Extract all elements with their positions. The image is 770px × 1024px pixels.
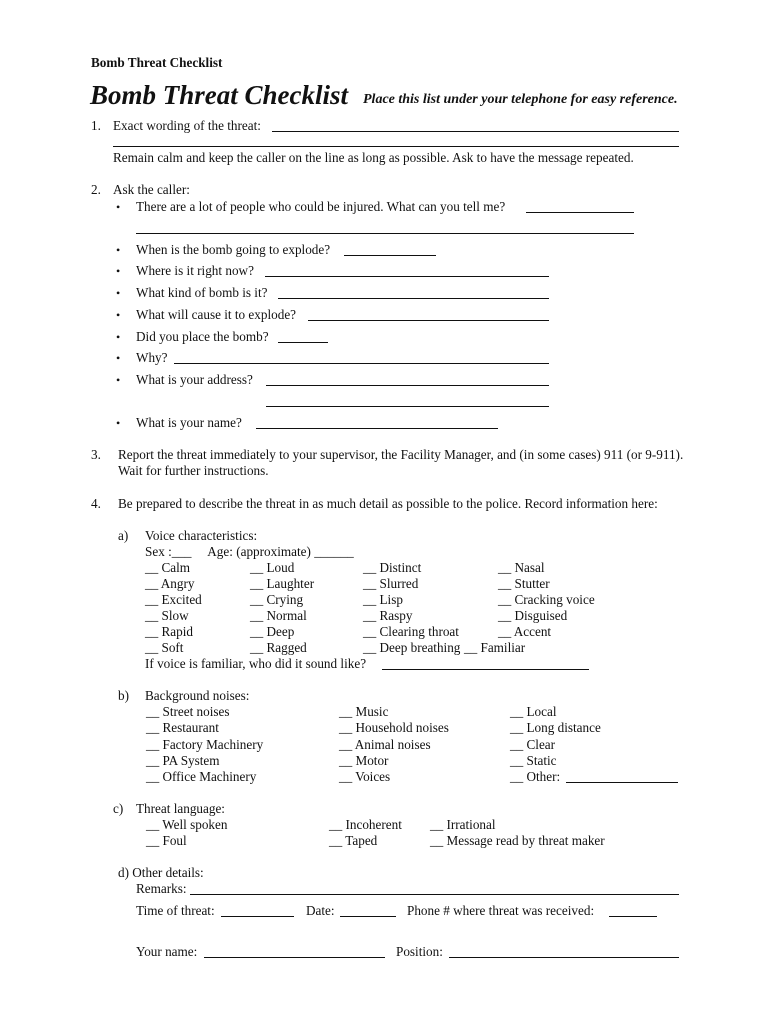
bullet: • (116, 286, 121, 300)
voice-soft-option[interactable]: __ Soft (145, 640, 184, 655)
threat-wording-field[interactable] (272, 131, 679, 132)
language-taped-option[interactable]: __ Taped (329, 833, 378, 848)
section-3-number: 3. (91, 447, 101, 462)
your-name-field[interactable] (204, 957, 385, 958)
date-field[interactable] (340, 916, 396, 917)
noise-voices-option[interactable]: __ Voices (339, 769, 391, 784)
report-threat-line2: Wait for further instructions. (118, 463, 269, 478)
bullet: • (116, 200, 121, 214)
voice-deep-breathing-option[interactable]: __ Deep breathing (363, 640, 461, 655)
voice-calm-option[interactable]: __ Calm (145, 560, 191, 575)
answer-injured-field[interactable] (526, 212, 634, 213)
noise-street-option[interactable]: __ Street noises (146, 704, 230, 719)
voice-rapid-option[interactable]: __ Rapid (145, 624, 193, 639)
answer-placed-field[interactable] (278, 342, 328, 343)
answer-where-field[interactable] (265, 276, 549, 277)
voice-slurred-option[interactable]: __ Slurred (363, 576, 419, 591)
question-where: Where is it right now? (136, 263, 254, 278)
noise-pa-system-option[interactable]: __ PA System (146, 753, 220, 768)
voice-laughter-option[interactable]: __ Laughter (250, 576, 315, 591)
question-name: What is your name? (136, 415, 242, 430)
voice-ragged-option[interactable]: __ Ragged (250, 640, 307, 655)
position-field[interactable] (449, 957, 679, 958)
other-details-label: d) Other details: (118, 865, 204, 880)
phone-field[interactable] (609, 916, 657, 917)
bullet: • (116, 264, 121, 278)
bullet: • (116, 243, 121, 257)
voice-excited-option[interactable]: __ Excited (145, 592, 202, 607)
language-irrational-option[interactable]: __ Irrational (430, 817, 496, 832)
voice-cracking-option[interactable]: __ Cracking voice (498, 592, 595, 607)
title-note: Place this list under your telephone for easy reference. (363, 92, 678, 107)
voice-label: Voice characteristics: (145, 528, 258, 543)
answer-address-field[interactable] (266, 385, 549, 386)
noise-factory-option[interactable]: __ Factory Machinery (146, 737, 264, 752)
answer-name-field[interactable] (256, 428, 498, 429)
question-address: What is your address? (136, 372, 253, 387)
sex-age-field[interactable]: Sex :___ Age: (approximate) ______ (145, 544, 354, 559)
threat-wording-label: Exact wording of the threat: (113, 118, 261, 133)
voice-lisp-option[interactable]: __ Lisp (363, 592, 403, 607)
question-kind: What kind of bomb is it? (136, 285, 268, 300)
noise-household-option[interactable]: __ Household noises (339, 720, 449, 735)
background-letter: b) (118, 688, 129, 703)
familiar-voice-question: If voice is familiar, who did it sound like? (145, 656, 367, 671)
bullet: • (116, 373, 121, 387)
voice-distinct-option[interactable]: __ Distinct (363, 560, 422, 575)
voice-angry-option[interactable]: __ Angry (145, 576, 195, 591)
noise-static-option[interactable]: __ Static (510, 753, 557, 768)
language-incoherent-option[interactable]: __ Incoherent (329, 817, 402, 832)
section-1-number: 1. (91, 118, 101, 133)
noise-office-option[interactable]: __ Office Machinery (146, 769, 257, 784)
voice-clearing-throat-option[interactable]: __ Clearing throat (363, 624, 459, 639)
remarks-label: Remarks: (136, 881, 187, 896)
language-message-read-option[interactable]: __ Message read by threat maker (430, 833, 605, 848)
bullet: • (116, 308, 121, 322)
noise-clear-option[interactable]: __ Clear (510, 737, 556, 752)
your-name-label: Your name: (136, 944, 198, 959)
time-of-threat-field[interactable] (221, 916, 294, 917)
noise-music-option[interactable]: __ Music (339, 704, 389, 719)
language-well-spoken-option[interactable]: __ Well spoken (146, 817, 228, 832)
voice-slow-option[interactable]: __ Slow (145, 608, 189, 623)
question-why: Why? (136, 350, 168, 365)
remain-calm-instruction: Remain calm and keep the caller on the line as long as possible. Ask to have the message repeated. (113, 150, 634, 165)
voice-disguised-option[interactable]: __ Disguised (498, 608, 568, 623)
question-injured: There are a lot of people who could be injured. What can you tell me? (136, 199, 506, 214)
threat-wording-field-2[interactable] (113, 146, 679, 147)
time-of-threat-label: Time of threat: (136, 903, 215, 918)
answer-when-field[interactable] (344, 255, 436, 256)
language-label: Threat language: (136, 801, 225, 816)
noise-local-option[interactable]: __ Local (510, 704, 557, 719)
page-title: Bomb Threat Checklist (90, 80, 349, 110)
date-label: Date: (306, 903, 335, 918)
language-letter: c) (113, 801, 124, 816)
question-cause: What will cause it to explode? (136, 307, 297, 322)
question-placed: Did you place the bomb? (136, 329, 269, 344)
familiar-voice-field[interactable] (382, 669, 589, 670)
voice-nasal-option[interactable]: __ Nasal (498, 560, 545, 575)
section-4-number: 4. (91, 496, 101, 511)
noise-animal-option[interactable]: __ Animal noises (339, 737, 431, 752)
phone-label: Phone # where threat was received: (407, 903, 595, 918)
voice-loud-option[interactable]: __ Loud (250, 560, 295, 575)
remarks-field[interactable] (190, 894, 679, 895)
voice-crying-option[interactable]: __ Crying (250, 592, 304, 607)
question-when: When is the bomb going to explode? (136, 242, 331, 257)
small-title: Bomb Threat Checklist (91, 55, 223, 70)
answer-kind-field[interactable] (278, 298, 549, 299)
noise-long-distance-option[interactable]: __ Long distance (510, 720, 601, 735)
be-prepared-text: Be prepared to describe the threat in as much detail as possible to the police. Record information here: (118, 496, 658, 511)
language-foul-option[interactable]: __ Foul (146, 833, 187, 848)
voice-raspy-option[interactable]: __ Raspy (363, 608, 413, 623)
noise-other-option[interactable]: __ Other: (510, 769, 561, 784)
voice-accent-option[interactable]: __ Accent (498, 624, 552, 639)
voice-letter: a) (118, 528, 129, 543)
report-threat-line1: Report the threat immediately to your supervisor, the Facility Manager, and (in some cases) 911 (or 9-911). (118, 447, 684, 462)
voice-deep-option[interactable]: __ Deep (250, 624, 295, 639)
answer-why-field[interactable] (174, 363, 549, 364)
bullet: • (116, 416, 121, 430)
answer-address-field-2[interactable] (266, 406, 549, 407)
background-label: Background noises: (145, 688, 250, 703)
noise-restaurant-option[interactable]: __ Restaurant (146, 720, 219, 735)
noise-motor-option[interactable]: __ Motor (339, 753, 389, 768)
voice-familiar-option[interactable]: __ Familiar (464, 640, 526, 655)
section-2-number: 2. (91, 182, 101, 197)
answer-cause-field[interactable] (308, 320, 549, 321)
ask-caller-label: Ask the caller: (113, 182, 190, 197)
bullet: • (116, 330, 121, 344)
answer-injured-field-2[interactable] (136, 233, 634, 234)
voice-normal-option[interactable]: __ Normal (250, 608, 307, 623)
noise-other-field[interactable] (566, 782, 678, 783)
position-label: Position: (396, 944, 443, 959)
bullet: • (116, 351, 121, 365)
voice-stutter-option[interactable]: __ Stutter (498, 576, 550, 591)
